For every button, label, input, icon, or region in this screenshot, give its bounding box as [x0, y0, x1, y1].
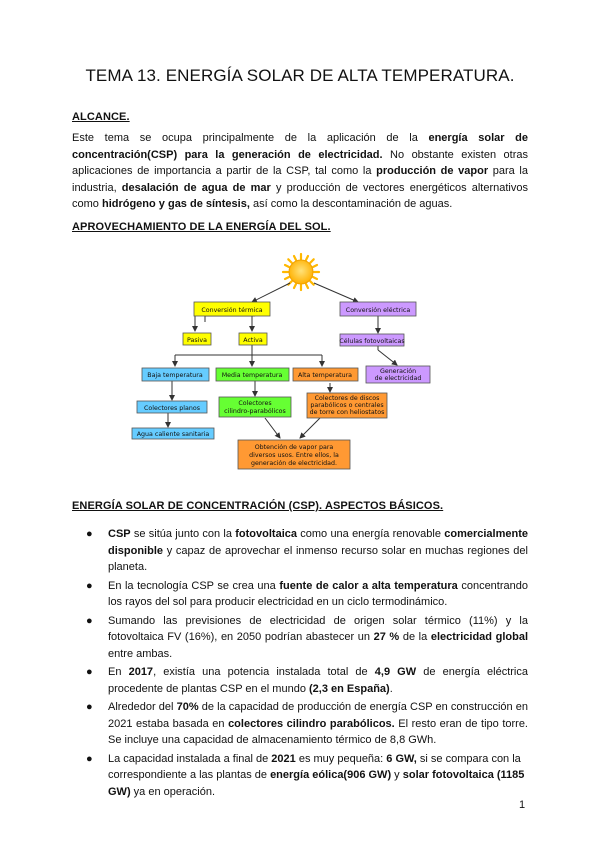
bullet-item: ● Alrededor del 70% de la capacidad de producción de energía CSP en construcción en 2021 estaba basada en colectores cilindro parabólicos. El resto eran de tipo torre. Se incluye una capacidad de almacenamiento térmico de 8,8 GWh. [86, 701, 528, 746]
label-colectores-discos-2: parabólicos o centrales [310, 402, 384, 409]
label-agua-caliente: Agua caliente sanitaria [136, 431, 210, 438]
label-generacion-2: de electricidad [374, 375, 422, 382]
label-media-temperatura: Media temperatura [221, 372, 283, 379]
label-obtencion-3: generación de electricidad. [251, 460, 337, 467]
bullet-text: En 2017, existía una potencia instalada total de 4,9 GW de energía eléctrica procedente de plantas CSP en el mundo (2,3 en España). [108, 666, 528, 695]
section-heading-alcance: ALCANCE. [72, 111, 130, 123]
label-obtencion-1: Obtención de vapor para [254, 444, 334, 451]
label-obtencion-2: diversos usos. Entre ellos, la [249, 452, 339, 459]
label-generacion-1: Generación [379, 368, 417, 375]
sun-icon [283, 254, 319, 290]
alcance-paragraph: Este tema se ocupa principalmente de la aplicación de la energía solar de concentración(CSP) para la generación de electricidad. No obstante existen otras aplicaciones de importancia a partir de la CSP, tal como la producción de vapor para la industria, desalación de agua de mar y producción de vectores energéticos alternativos como hidrógeno y gas de síntesis, así como la descontaminación de aguas. [72, 132, 528, 210]
label-colectores-planos: Colectores planos [144, 405, 200, 412]
section-heading-csp: ENERGÍA SOLAR DE CONCENTRACIÓN (CSP). ASPECTOS BÁSICOS. [72, 500, 444, 512]
label-colectores-discos-1: Colectores de discos [314, 395, 380, 402]
page-number: 1 [519, 799, 526, 811]
bullet-text: Alrededor del 70% de la capacidad de producción de energía CSP en construcción en 2021 estaba basada en colectores cilindro parabólicos. El resto eran de tipo torre. Se incluye una capacidad de almacenamiento térmico de 8,8 GWh. [108, 701, 528, 746]
bullet-text: En la tecnología CSP se crea una fuente de calor a alta temperatura concentrando los rayos del sol para producir electricidad en un ciclo termodinámico. [108, 579, 528, 608]
bullet-item: ● CSP se sitúa junto con la fotovoltaica como una energía renovable comercialmente disponible y capaz de aprovechar el inmenso recurso solar en muchas regiones del planeta. [86, 528, 528, 573]
label-conversion-electrica: Conversión eléctrica [345, 307, 411, 314]
label-baja-temperatura: Baja temperatura [147, 372, 203, 379]
bullet-text: La capacidad instalada a final de 2021 es muy pequeña: 6 GW, si se compara con la correspondiente a las plantas de energía eólica(906 GW) y solar fotovoltaica (1185 GW) ya en operación. [108, 752, 525, 798]
bullet-item: ● En la tecnología CSP se crea una fuente de calor a alta temperatura concentrando los rayos del sol para producir electricidad en un ciclo termodinámico. [86, 579, 528, 608]
page-title: TEMA 13. ENERGÍA SOLAR DE ALTA TEMPERATURA. [85, 66, 515, 85]
label-colectores-cilindro-1: Colectores [238, 400, 272, 407]
bullet-text: Sumando las previsiones de electricidad de origen solar térmico (11%) y la fotovoltaica FV (16%), en 2050 podrían abastecer un 27 % de la electricidad global entre ambas. [108, 614, 529, 660]
bullet-text: CSP se sitúa junto con la fotovoltaica como una energía renovable comercialmente disponible y capaz de aprovechar el inmenso recurso solar en muchas regiones del planeta. [108, 528, 528, 573]
bullet-item: ● La capacidad instalada a final de 2021 es muy pequeña: 6 GW, si se compara con la correspondiente a las plantas de energía eólica(906 GW) y solar fotovoltaica (1185 GW) ya en operación. [86, 752, 525, 798]
label-celulas-fotovoltaicas: Células fotovoltaicas [339, 338, 405, 345]
label-activa: Activa [243, 337, 263, 344]
label-alta-temperatura: Alta temperatura [297, 372, 353, 379]
label-colectores-cilindro-2: cilindro-parabólicos [224, 408, 286, 415]
bullet-item: ● En 2017, existía una potencia instalada total de 4,9 GW de energía eléctrica procedente de plantas CSP en el mundo (2,3 en España). [86, 666, 528, 695]
label-pasiva: Pasiva [187, 337, 207, 344]
label-conversion-termica: Conversión térmica [201, 307, 263, 314]
bullet-item: ● Sumando las previsiones de electricidad de origen solar térmico (11%) y la fotovoltaica FV (16%), en 2050 podrían abastecer un 27 % de la electricidad global entre ambas. [86, 614, 529, 660]
label-colectores-discos-3: de torre con heliostatos [309, 409, 385, 416]
csp-bullet-list [72, 526, 528, 802]
section-heading-aprovechamiento: APROVECHAMIENTO DE LA ENERGÍA DEL SOL. [72, 221, 331, 233]
solar-energy-diagram [130, 250, 450, 475]
